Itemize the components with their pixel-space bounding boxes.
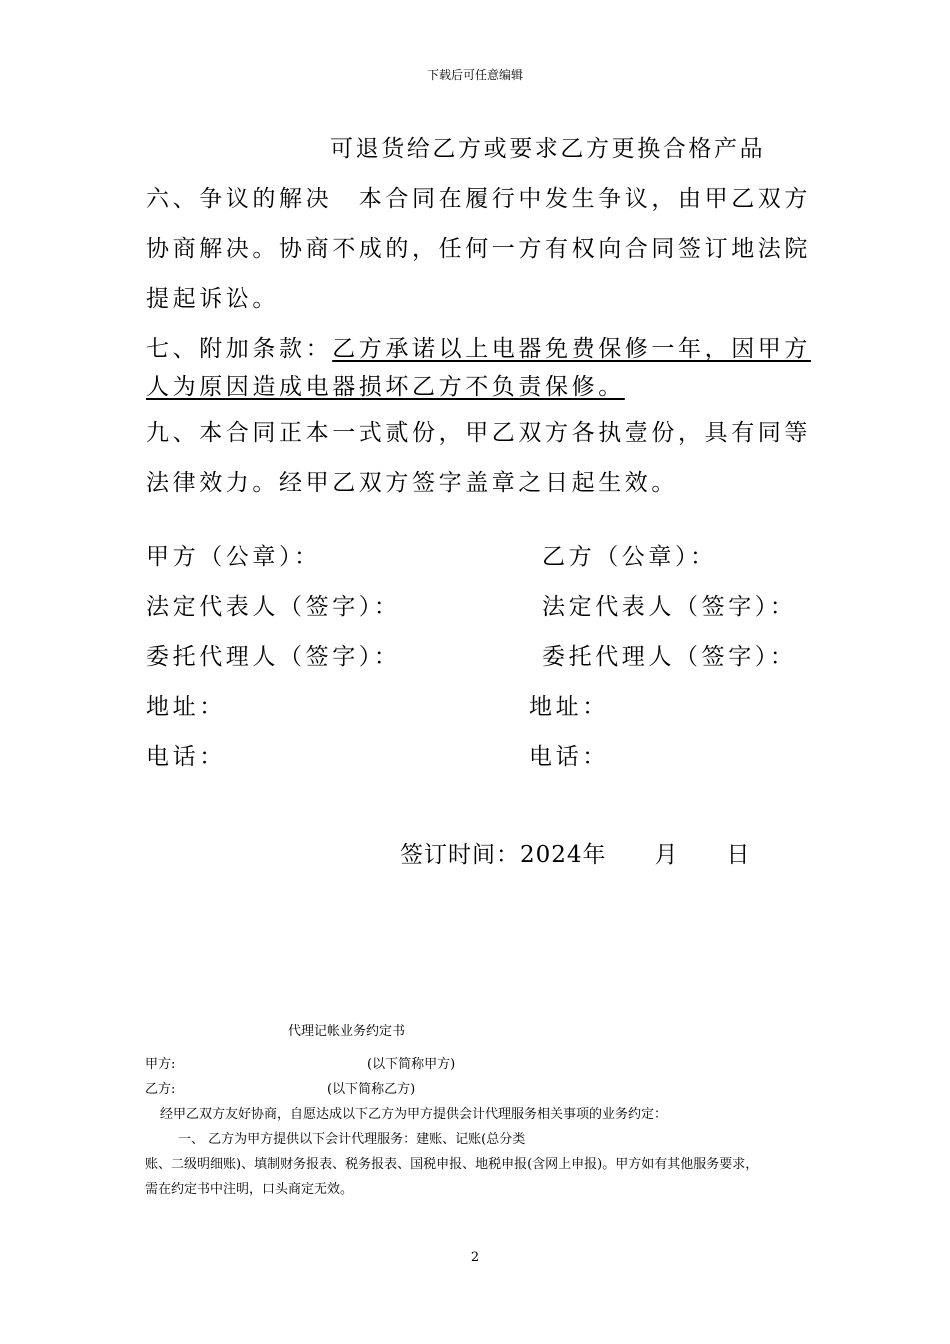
- agreement-title: 代理记帐业务约定书: [288, 1024, 406, 1039]
- agreement-party-b-label: 乙方:: [145, 1082, 176, 1097]
- clause-6-line-2: 协商解决。协商不成的，任何一方有权向合同签订地法院: [146, 236, 811, 262]
- party-a-address-label: 地址：: [146, 694, 226, 720]
- party-a-rep-label: 法定代表人（签字）：: [146, 594, 401, 620]
- party-a-agent-label: 委托代理人（签字）：: [146, 644, 401, 670]
- clause-7-prefix: 七、附加条款：: [146, 336, 333, 362]
- agreement-item-1-line-1: 一、 乙方为甲方提供以下会计代理服务：建账、记账(总分类: [178, 1132, 526, 1147]
- party-b-rep-label: 法定代表人（签字）：: [542, 594, 797, 620]
- clause-9-line-1: 九、本合同正本一式贰份，甲乙双方各执壹份，具有同等: [146, 420, 811, 446]
- return-goods-line: 可退货给乙方或要求乙方更换合格产品: [330, 136, 766, 162]
- party-a-phone-label: 电话：: [146, 744, 226, 770]
- clause-9-line-2: 法律效力。经甲乙双方签字盖章之日起生效。: [146, 470, 678, 496]
- agreement-party-a-label: 甲方:: [145, 1057, 176, 1072]
- page-number: 2: [470, 1250, 480, 1265]
- clause-7-line-1: [146, 334, 811, 364]
- clause-6-line-1: 六、争议的解决 本合同在履行中发生争议，由甲乙双方: [146, 186, 811, 212]
- party-a-seal-label: 甲方（公章）：: [146, 544, 321, 570]
- clause-7-line-2: 人为原因造成电器损坏乙方不负责保修。: [146, 374, 625, 400]
- clause-6-line-3: 提起诉讼。: [146, 286, 279, 312]
- clause-7-underlined-text: 乙方承诺以上电器免费保修一年，因甲方: [332, 336, 812, 362]
- page-header: 下载后可任意编辑: [426, 68, 523, 82]
- agreement-party-b-note: (以下简称乙方): [327, 1082, 416, 1097]
- party-b-seal-label: 乙方（公章）：: [542, 544, 717, 570]
- party-b-phone-label: 电话：: [529, 744, 609, 770]
- agreement-item-1-line-2: 账、二级明细账)、填制财务报表、税务报表、国税申报、地税申报(含网上申报)。甲方如有其他服务要求，: [145, 1157, 759, 1172]
- agreement-intro: 经甲乙双方友好协商，自愿达成以下乙方为甲方提供会计代理服务相关事项的业务约定：: [160, 1107, 668, 1122]
- agreement-party-a-note: (以下简称甲方): [367, 1057, 456, 1072]
- party-b-agent-label: 委托代理人（签字）：: [542, 644, 797, 670]
- party-b-address-label: 地址：: [529, 694, 609, 720]
- sign-date-line: 签订时间：2024年 月 日: [400, 842, 751, 868]
- agreement-item-1-line-3: 需在约定书中注明，口头商定无效。: [145, 1182, 354, 1197]
